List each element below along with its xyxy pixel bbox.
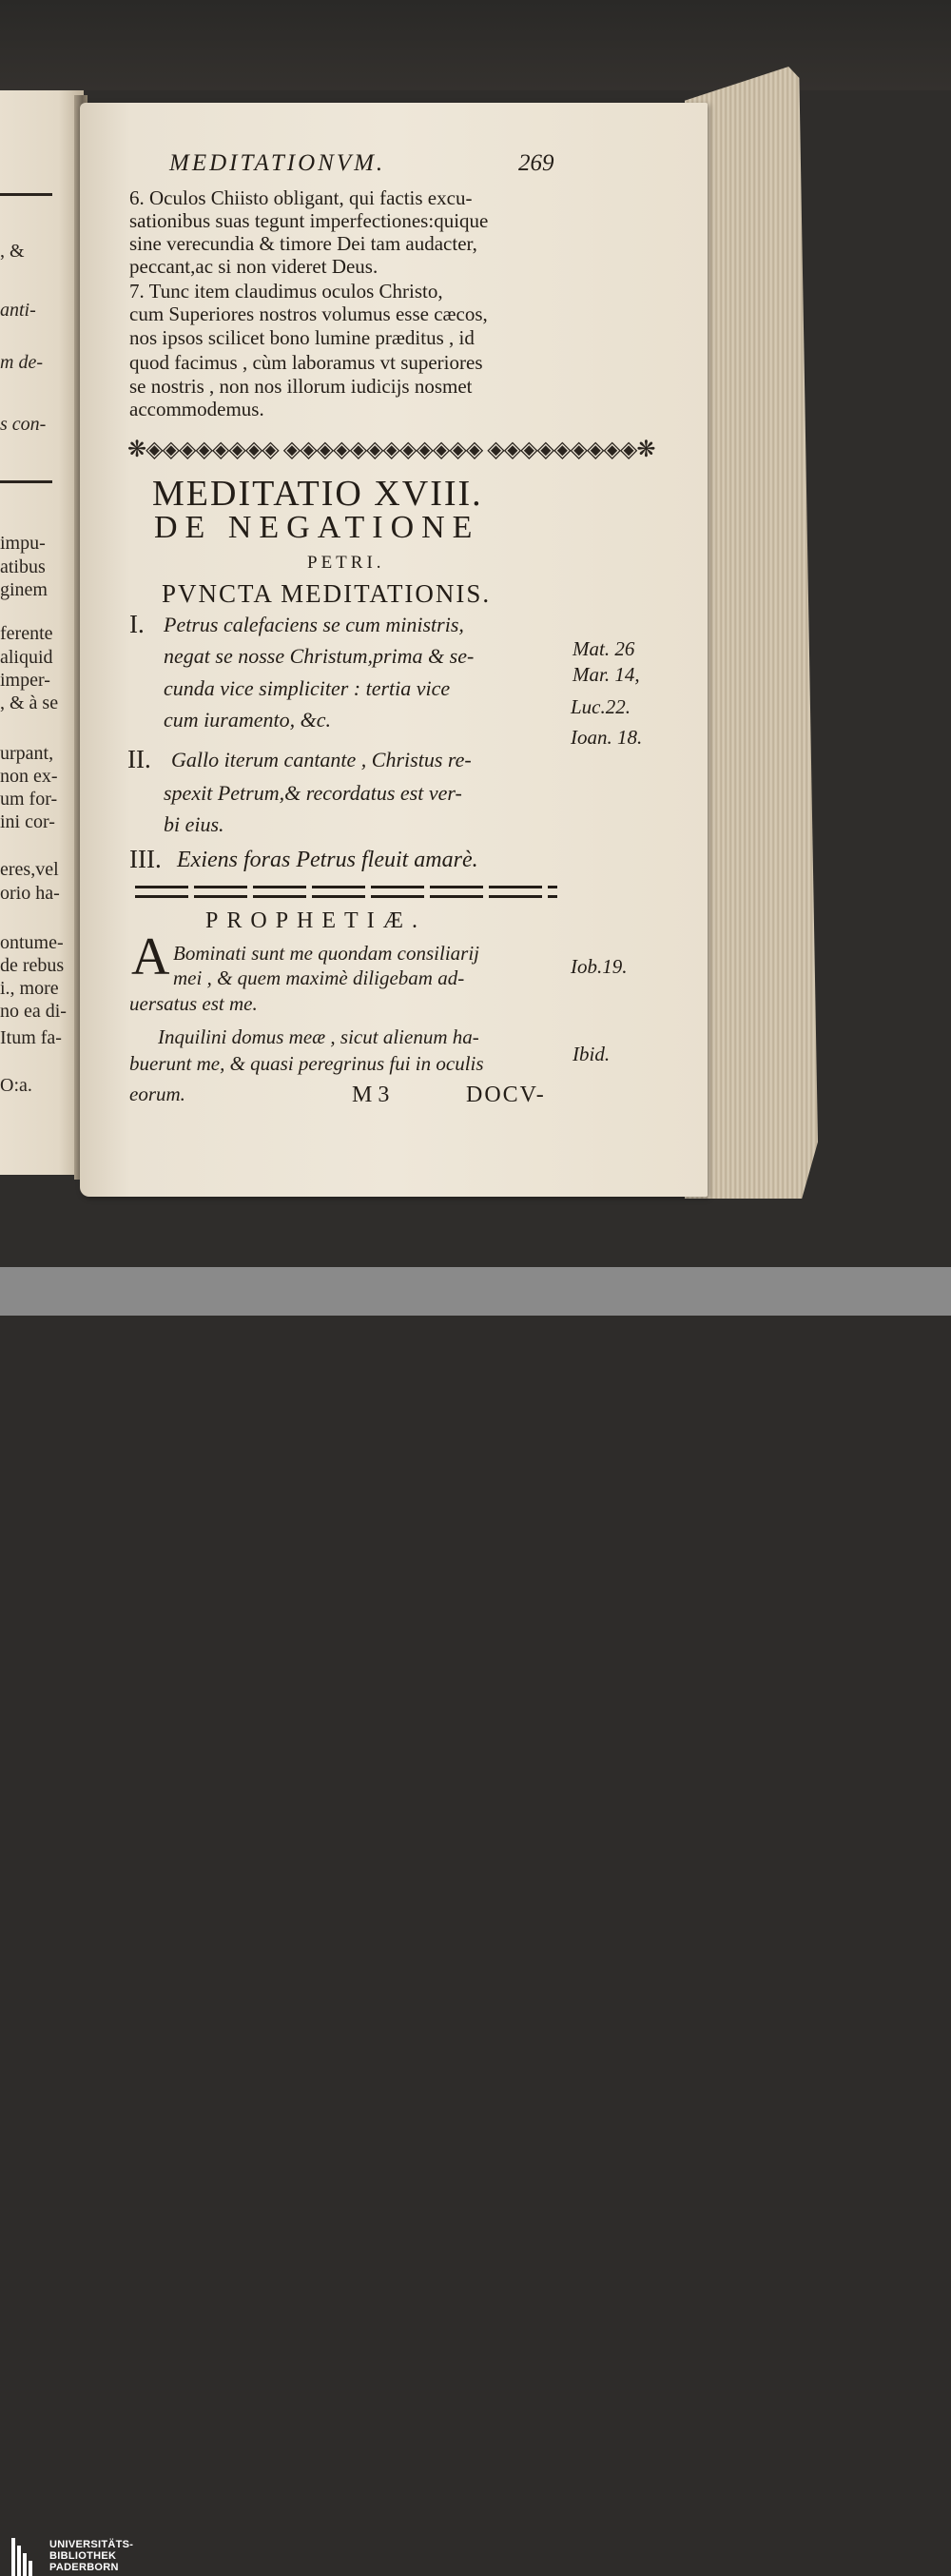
background — [0, 0, 951, 90]
left-fragment: aliquid — [0, 647, 53, 668]
page-number: 269 — [518, 150, 554, 176]
text-line: quod facimus , cùm laboramus vt superiores — [129, 351, 483, 374]
text-line: sine verecundia & timore Dei tam audacter, — [129, 232, 477, 255]
left-page — [0, 90, 84, 1175]
left-fragment: anti- — [0, 300, 36, 321]
point-line: Exiens foras Petrus fleuit amarè. — [177, 848, 478, 872]
left-fragment: Itum fa- — [0, 1027, 62, 1048]
prophetiae-heading: PROPHETIÆ. — [205, 908, 427, 933]
point-line: spexit Petrum,& recordatus est ver- — [164, 781, 462, 805]
point-line: negat se nosse Christum,prima & se- — [164, 644, 475, 668]
left-fragment: ontume- — [0, 932, 64, 953]
left-fragment: no ea di- — [0, 1001, 67, 1022]
point-line: cunda vice simpliciter : tertia vice — [164, 676, 451, 700]
margin-reference: Iob.19. — [571, 955, 628, 978]
prophecy-line: mei , & quem maximè diligebam ad- — [173, 966, 465, 989]
meditation-subtitle: DE NEGATIONE — [154, 510, 480, 545]
text-line: se nostris , non nos illorum iudicijs nosmet — [129, 375, 473, 398]
margin-reference: Ioan. 18. — [571, 726, 643, 749]
left-fragment: orio ha- — [0, 883, 60, 904]
section-rule — [135, 895, 557, 898]
text-line: 6. Oculos Chiisto obligant, qui factis excu- — [129, 186, 473, 209]
puncta-heading: PVNCTA MEDITATIONIS. — [162, 579, 492, 608]
prophecy-line: buerunt me, & quasi peregrinus fui in oculis — [129, 1052, 484, 1075]
signature-mark: M 3 — [352, 1083, 390, 1107]
left-page-rule — [0, 193, 52, 196]
text-line: peccant,ac si non videret Deus. — [129, 255, 378, 278]
left-fragment: i., more — [0, 978, 59, 999]
point-line: cum iuramento, &c. — [164, 708, 331, 732]
left-fragment: ini cor- — [0, 811, 55, 832]
left-page-rule — [0, 480, 52, 483]
text-line: 7. Tunc item claudimus oculos Christo, — [129, 280, 443, 302]
left-fragment: um for- — [0, 789, 58, 810]
running-head: MEDITATIONVM. — [169, 150, 386, 176]
left-fragment: ferente — [0, 623, 53, 644]
point-line: Petrus calefaciens se cum ministris, — [164, 613, 464, 636]
left-fragment: impu- — [0, 533, 46, 554]
left-fragment: O:a. — [0, 1075, 32, 1096]
logo-line: UNIVERSITÄTS- — [49, 2539, 134, 2550]
prophecy-line: uersatus est me. — [129, 992, 258, 1015]
library-footer-bar — [0, 1267, 951, 2573]
meditation-title: MEDITATIO XVIII. — [152, 474, 483, 514]
prophecy-line: Bominati sunt me quondam consiliarij — [173, 942, 479, 965]
text-line: accommodemus. — [129, 398, 264, 420]
prophecy-line: eorum. — [129, 1083, 185, 1105]
logo-line: PADERBORN — [49, 2562, 119, 2573]
book-scan — [0, 0, 951, 1267]
text-line: cum Superiores nostros volumus esse cæcos, — [129, 302, 488, 325]
section-rule — [135, 886, 557, 888]
meditation-subtitle-2: PETRI. — [307, 553, 385, 573]
left-fragment: s con- — [0, 414, 47, 435]
margin-reference: Mar. 14, — [573, 663, 640, 686]
left-fragment: m de- — [0, 352, 43, 373]
prophecy-line: Inquilini domus meæ , sicut alienum ha- — [158, 1025, 479, 1048]
margin-reference: Luc.22. — [571, 695, 631, 718]
left-fragment: de rebus — [0, 955, 65, 976]
text-line: sationibus suas tegunt imperfectiones:quique — [129, 209, 489, 232]
left-fragment: imper- — [0, 670, 50, 691]
catchword: DOCV- — [466, 1083, 546, 1107]
left-fragment: urpant, — [0, 743, 54, 764]
left-fragment: eres,vel — [0, 859, 59, 880]
point-line: Gallo iterum cantante , Christus re- — [171, 748, 472, 771]
point-numeral: I. — [129, 610, 145, 638]
ornament-band: ❋◈◈◈◈◈◈◈◈ ◈◈◈◈◈◈◈◈◈◈◈◈ ◈◈◈◈◈◈◈◈◈❋ — [127, 438, 655, 462]
drop-cap: A — [131, 927, 170, 986]
point-numeral: II. — [127, 745, 151, 773]
left-fragment: , & à se — [0, 693, 59, 713]
margin-reference: Ibid. — [573, 1043, 611, 1065]
library-logo-text — [49, 2539, 133, 2573]
point-line: bi eius. — [164, 812, 224, 836]
left-fragment: non ex- — [0, 766, 58, 787]
left-fragment: ginem — [0, 579, 48, 600]
text-line: nos ipsos scilicet bono lumine præditus , id — [129, 326, 475, 349]
point-numeral: III. — [129, 845, 162, 873]
left-fragment: atibus — [0, 556, 46, 577]
logo-line: BIBLIOTHEK — [49, 2550, 117, 2562]
left-fragment: , & — [0, 241, 25, 262]
library-logo-icon — [11, 2538, 36, 2576]
margin-reference: Mat. 26 — [573, 637, 635, 660]
